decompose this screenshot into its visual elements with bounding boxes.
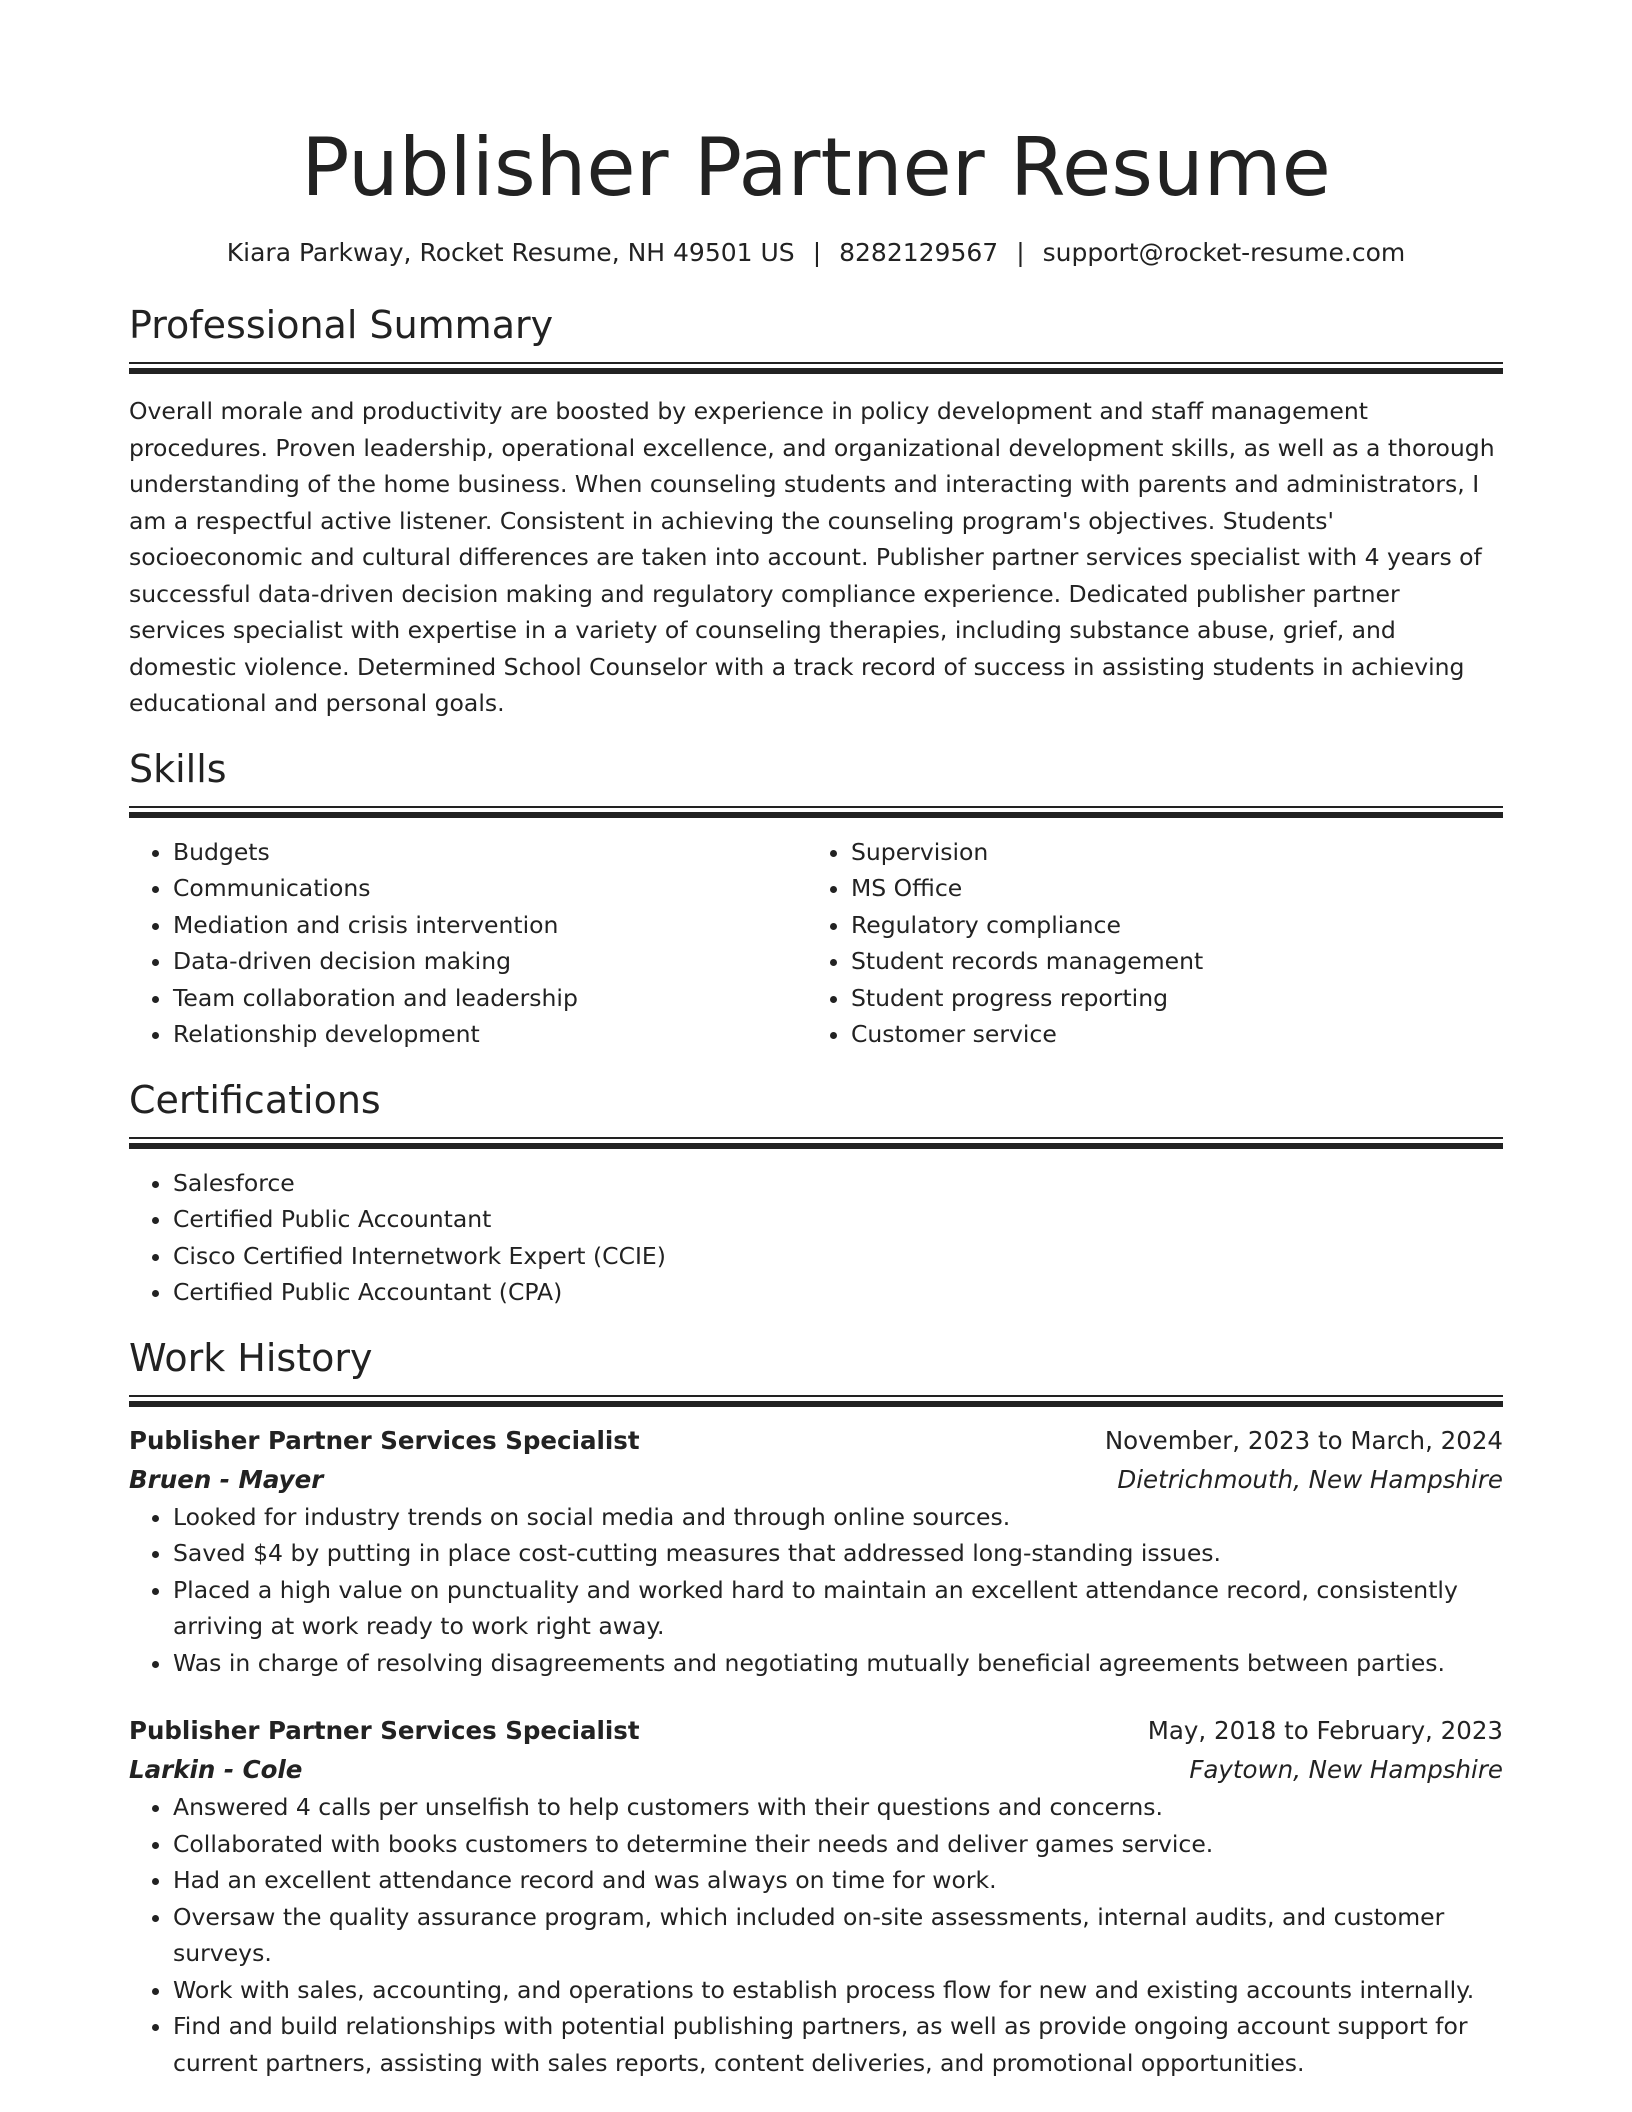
skill-item: • Mediation and crisis intervention (173, 907, 807, 944)
section-heading-certifications: Certifications (129, 1077, 381, 1122)
skill-item: • Student records management (851, 943, 1485, 980)
job-duties-list (129, 1499, 1503, 1682)
job-header-row (129, 1711, 1503, 1750)
job-duties-list (129, 1789, 1503, 2081)
certification-item: • Certified Public Accountant (CPA) (173, 1274, 1503, 1311)
job-entry (129, 1711, 1503, 2081)
skills-grid (129, 834, 1503, 1053)
job-duty-item: • Placed a high value on punctuality and worked hard to maintain an excellent attendance record, consistently arriving at work ready to work right away. (173, 1572, 1503, 1645)
contact-separator: | (812, 238, 822, 267)
job-duty-item: • Answered 4 calls per unselfish to help customers with their questions and concerns. (173, 1789, 1503, 1826)
section-heading-skills: Skills (129, 746, 227, 791)
skills-column-left (129, 834, 807, 1053)
section-divider (129, 362, 1503, 374)
job-duty-item: • Saved $4 by putting in place cost-cutting measures that addressed long-standing issues. (173, 1535, 1503, 1572)
skills-column-right (807, 834, 1485, 1053)
resume-title: Publisher Partner Resume (301, 121, 1331, 214)
skills-list-right (807, 834, 1485, 1053)
section-heading-work-history: Work History (129, 1335, 373, 1380)
certification-item: • Salesforce (173, 1165, 1503, 1202)
skill-item: • Data-driven decision making (173, 943, 807, 980)
certifications-list (129, 1165, 1503, 1311)
job-dates: May, 2018 to February, 2023 (1147, 1716, 1503, 1745)
skill-item: • Communications (173, 870, 807, 907)
job-title: Publisher Partner Services Specialist (129, 1716, 640, 1745)
job-duty-item: • Had an excellent attendance record and was always on time for work. (173, 1862, 1503, 1899)
job-duty-item: • Find and build relationships with potential publishing partners, as well as provide ongoing account support for current partners, assisting with sales reports, content deliveries, and promotional opportunities. (173, 2008, 1503, 2081)
contact-separator: | (1016, 238, 1025, 267)
job-duty-item: • Oversaw the quality assurance program, which included on-site assessments, internal audits, and customer surveys. (173, 1899, 1503, 1972)
job-dates: November, 2023 to March, 2024 (1104, 1425, 1503, 1455)
job-duty-item: • Collaborated with books customers to determine their needs and deliver games service. (173, 1826, 1503, 1863)
job-location: Dietrichmouth, New Hampshire (1117, 1464, 1503, 1494)
work-history-section (129, 1333, 1503, 2082)
job-duty-item: • Was in charge of resolving disagreements and negotiating mutually beneficial agreements between parties. (173, 1645, 1503, 1682)
skills-list-left (129, 834, 807, 1053)
skill-item: • Customer service (851, 1016, 1485, 1053)
contact-phone: 8282129567 (839, 238, 999, 267)
certification-item: • Cisco Certified Internetwork Expert (CCIE) (173, 1238, 1503, 1275)
contact-email: support@rocket-resume.com (1042, 238, 1406, 267)
job-duty-item: • Looked for industry trends on social media and through online sources. (173, 1499, 1503, 1536)
contact-address: Kiara Parkway, Rocket Resume, NH 49501 US (226, 238, 795, 267)
skill-item: • Team collaboration and leadership (173, 980, 807, 1017)
certifications-section (129, 1075, 1503, 1311)
job-subheader-row (129, 1460, 1503, 1499)
job-subheader-row (129, 1750, 1503, 1789)
skill-item: • Budgets (173, 834, 807, 871)
skill-item: • Student progress reporting (851, 980, 1485, 1017)
contact-line (129, 236, 1503, 270)
job-duty-item: • Work with sales, accounting, and operations to establish process flow for new and existing accounts internally. (173, 1972, 1503, 2009)
skill-item: • Regulatory compliance (851, 907, 1485, 944)
certification-item: • Certified Public Accountant (173, 1201, 1503, 1238)
summary-text: Overall morale and productivity are boosted by experience in policy development and staff management procedures. Proven leadership, operational excellence, and organizational development skills, as well as a thorough understanding of the home business. When counseling students and interacting with parents and administrators, I am a respectful active listener. Consistent in achieving the counseling program's objectives. Students' socioeconomic and cultural differences are taken into account. Publisher partner services specialist with 4 years of successful data-driven decision making and regulatory compliance experience. Dedicated publisher partner services specialist with expertise in a variety of counseling therapies, including substance abuse, grief, and domestic violence. Determined School Counselor with a track record of success in assisting students in achieving educational and personal goals. (129, 397, 1495, 717)
job-company: Larkin - Cole (129, 1755, 303, 1784)
job-company: Bruen - Mayer (129, 1464, 324, 1494)
job-entry (129, 1421, 1503, 1682)
skill-item: • Relationship development (173, 1016, 807, 1053)
skill-item: • Supervision (851, 834, 1485, 871)
section-divider (129, 1395, 1503, 1407)
section-heading-summary: Professional Summary (129, 303, 554, 347)
job-header-row (129, 1421, 1503, 1460)
section-divider (129, 1137, 1503, 1149)
skills-section (129, 744, 1503, 1053)
summary-section (129, 300, 1503, 722)
job-title: Publisher Partner Services Specialist (129, 1425, 640, 1455)
skill-item: • MS Office (851, 870, 1485, 907)
section-divider (129, 806, 1503, 818)
job-location: Faytown, New Hampshire (1189, 1755, 1503, 1784)
